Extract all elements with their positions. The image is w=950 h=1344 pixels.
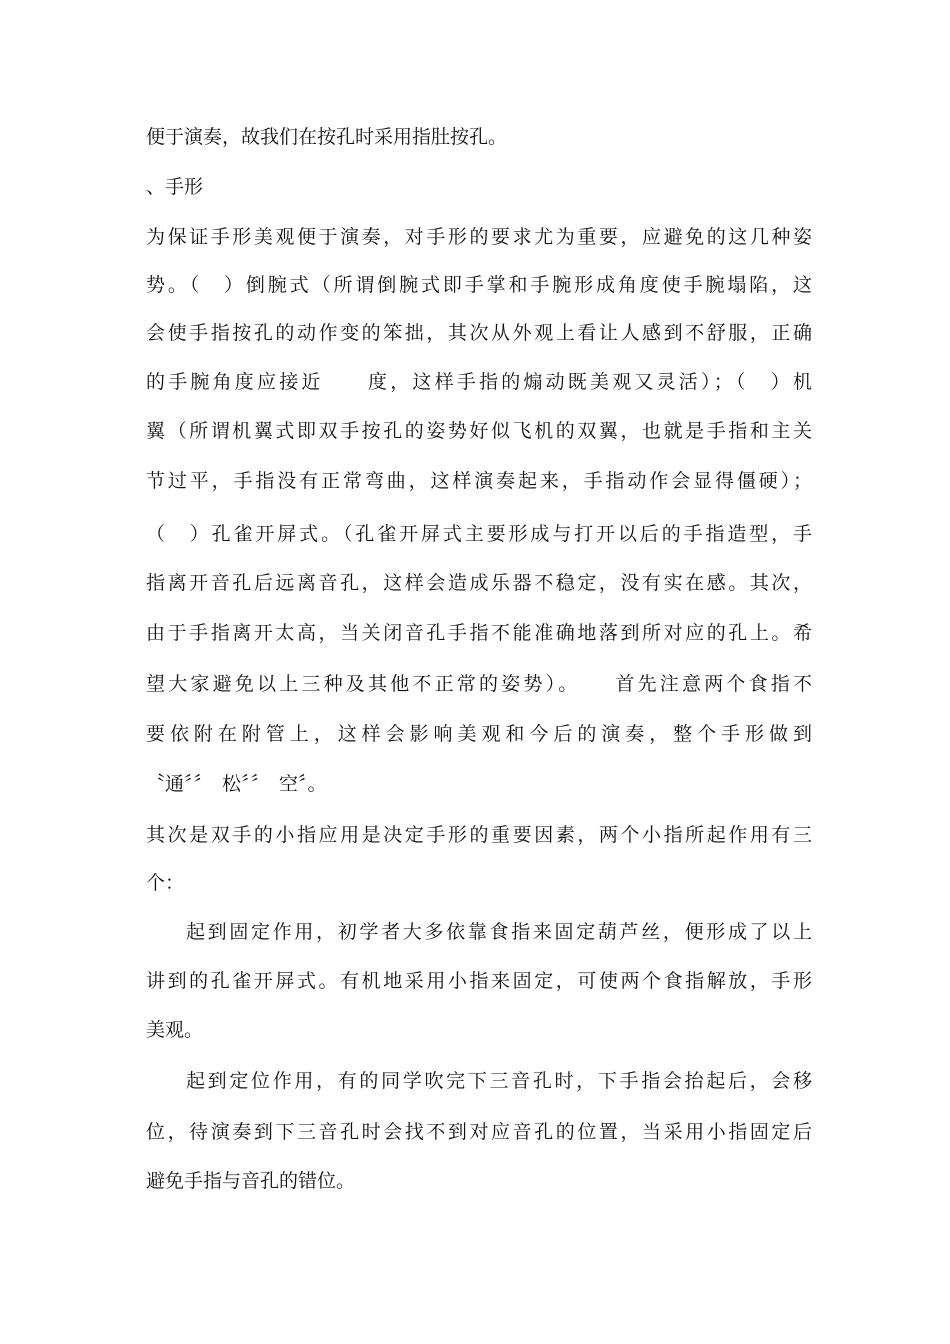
text-line: 起到定位作用，有的同学吹完下三音孔时，下手指会抬起后，会移 <box>186 1070 812 1092</box>
text-line: 为保证手形美观便于演奏，对手形的要求尤为重要，应避免的这几种姿 <box>146 226 812 248</box>
text-line: 指离开音孔后远离音孔，这样会造成乐器不稳定，没有实在感。其次， <box>146 572 812 594</box>
text-line: 个： <box>146 872 185 894</box>
text-line: 望大家避免以上三种及其他不正常的姿势）。 首先注意两个食指不 <box>146 673 812 695</box>
text-line: 节过平，手指没有正常弯曲，这样演奏起来，手指动作会显得僵硬）； <box>146 470 812 492</box>
text-line: 便于演奏，故我们在按孔时采用指肚按孔。 <box>146 126 508 148</box>
text-line: 势。（ ）倒腕式（所谓倒腕式即手掌和手腕形成角度使手腕塌陷，这 <box>146 274 812 296</box>
text-line: 要依附在附管上，这样会影响美观和今后的演奏，整个手形做到 <box>146 723 812 745</box>
text-line: 其次是双手的小指应用是决定手形的重要因素，两个小指所起作用有三 <box>146 824 812 846</box>
text-line: 起到固定作用，初学者大多依靠食指来固定葫芦丝，便形成了以上 <box>186 921 812 943</box>
text-line: 由于手指离开太高，当关闭音孔手指不能准确地落到所对应的孔上。希 <box>146 622 812 644</box>
text-line: 讲到的孔雀开屏式。有机地采用小指来固定，可使两个食指解放，手形 <box>146 970 812 992</box>
section-heading: 、手形 <box>146 176 204 198</box>
text-line: 的手腕角度应接近 度，这样手指的煽动既美观又灵活）；（ ）机 <box>146 371 812 393</box>
text-line: 美观。 <box>146 1019 204 1041</box>
text-line: 避免手指与音孔的错位。 <box>146 1170 356 1192</box>
text-line: （ ）孔雀开屏式。（孔雀开屏式主要形成与打开以后的手指造型，手 <box>146 523 812 545</box>
text-line: 会使手指按孔的动作变的笨拙，其次从外观上看让人感到不舒服，正确 <box>146 322 812 344</box>
text-line: 翼（所谓机翼式即双手按孔的姿势好似飞机的双翼，也就是手指和主关 <box>146 420 812 442</box>
text-line: 位，待演奏到下三音孔时会找不到对应音孔的位置，当采用小指固定后 <box>146 1121 812 1143</box>
text-line: 〝通〞〞 松〞〞 空〞。 <box>146 773 327 795</box>
